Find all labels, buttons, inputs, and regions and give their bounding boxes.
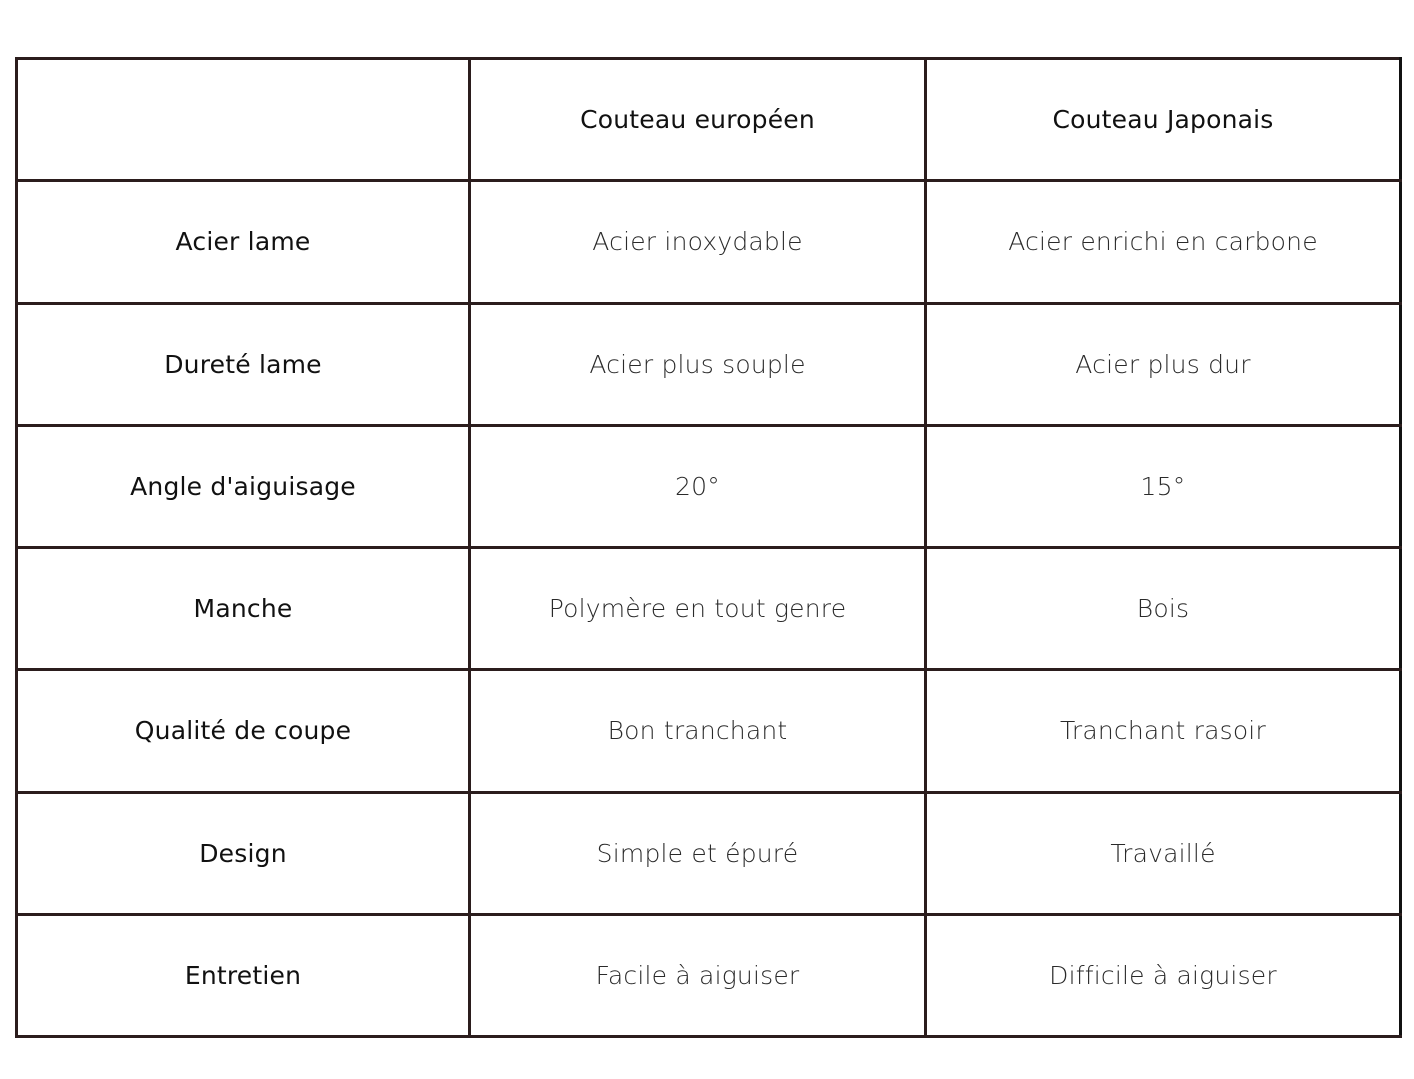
japanese-value: Bois — [926, 548, 1401, 670]
table-row — [17, 792, 1401, 914]
japanese-value: Travaillé — [926, 792, 1401, 914]
row-label: Acier lame — [17, 181, 470, 303]
row-label: Manche — [17, 548, 470, 670]
japanese-value: Acier enrichi en carbone — [926, 181, 1401, 303]
row-label: Angle d'aiguisage — [17, 425, 470, 547]
european-value: 20° — [470, 425, 926, 547]
japanese-value: Acier plus dur — [926, 303, 1401, 425]
european-value: Acier plus souple — [470, 303, 926, 425]
european-value: Bon tranchant — [470, 670, 926, 792]
row-label: Design — [17, 792, 470, 914]
european-value: Polymère en tout genre — [470, 548, 926, 670]
row-label: Dureté lame — [17, 303, 470, 425]
table-row — [17, 670, 1401, 792]
header-japanese-knife: Couteau Japonais — [926, 59, 1401, 181]
table-row — [17, 425, 1401, 547]
table-header-row — [17, 59, 1401, 181]
table-row — [17, 548, 1401, 670]
table-row — [17, 914, 1401, 1036]
header-european-knife: Couteau européen — [470, 59, 926, 181]
japanese-value: Difficile à aiguiser — [926, 914, 1401, 1036]
japanese-value: Tranchant rasoir — [926, 670, 1401, 792]
table-row — [17, 181, 1401, 303]
row-label: Entretien — [17, 914, 470, 1036]
row-label: Qualité de coupe — [17, 670, 470, 792]
comparison-table — [15, 57, 1402, 1038]
japanese-value: 15° — [926, 425, 1401, 547]
header-empty-cell — [17, 59, 470, 181]
european-value: Simple et épuré — [470, 792, 926, 914]
european-value: Facile à aiguiser — [470, 914, 926, 1036]
table-row — [17, 303, 1401, 425]
european-value: Acier inoxydable — [470, 181, 926, 303]
